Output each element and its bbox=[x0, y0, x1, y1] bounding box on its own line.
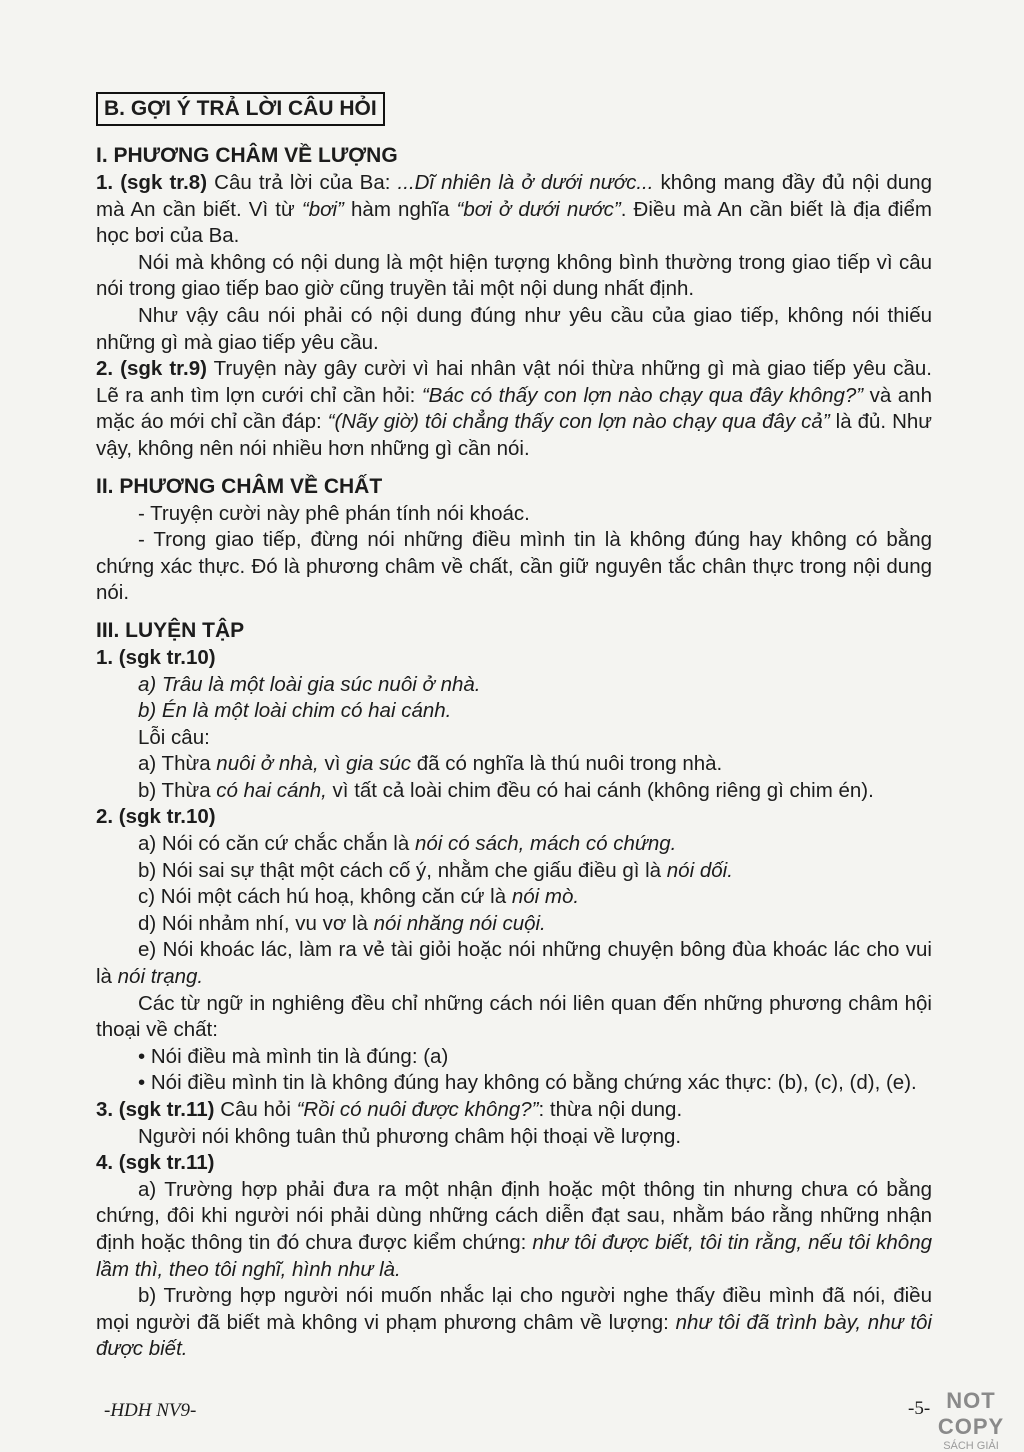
answer-label: 1. (sgk tr.8) bbox=[96, 171, 208, 194]
answer-label: 2. (sgk tr.9) bbox=[96, 357, 207, 381]
paragraph: a) Trường hợp phải đưa ra một nhận định hoặc một thông tin nhưng chưa có bằng chứng, đôi khi người nói phải dùng những cách diễn đạt sau, nhằm báo rằng những nhận định hoặc thông tin đó chưa được kiểm chứng: như tôi được biết, tôi tin rằng, nếu tôi không lầm thì, theo tôi nghĩ, hình như là. bbox=[96, 1177, 932, 1281]
list-item: d) Nói nhảm nhí, vu vơ là nói nhăng nói cuội. bbox=[138, 911, 546, 935]
paragraph: Người nói không tuân thủ phương châm hội thoại về lượng. bbox=[138, 1124, 682, 1148]
paragraph: - Trong giao tiếp, đừng nói những điều mình tin là không đúng hay không có bằng chứng xác thực. Đó là phương châm về chất, cần giữ nguyên tắc chân thực trong nội dung nói. bbox=[96, 528, 932, 605]
page-number: -5- bbox=[908, 1398, 931, 1419]
heading-practice: III. LUYỆN TẬP bbox=[96, 618, 245, 642]
bullet-item: • Nói điều mà mình tin là đúng: (a) bbox=[138, 1044, 449, 1068]
exercise-3-label: 3. (sgk tr.11) bbox=[96, 1098, 215, 1121]
list-item: a) Thừa nuôi ở nhà, vì gia súc đã có nghĩa là thú nuôi trong nhà. bbox=[138, 752, 723, 776]
paragraph: - Truyện cười này phê phán tính nói khoác. bbox=[138, 501, 530, 525]
exercise-4-label: 4. (sgk tr.11) bbox=[96, 1151, 215, 1175]
exercise-2-label: 2. (sgk tr.10) bbox=[96, 805, 216, 829]
list-item: b) Thừa có hai cánh, vì tất cả loài chim đều có hai cánh (không riêng gì chim én). bbox=[138, 778, 874, 802]
bullet-item: • Nói điều mình tin là không đúng hay không có bằng chứng xác thực: (b), (c), (d), (e). bbox=[138, 1071, 917, 1095]
paragraph: b) Trường hợp người nói muốn nhắc lại cho người nghe thấy điều mình đã nói, điều mọi người đã biết mà không vi phạm phương châm về lượng: như tôi đã trình bày, như tôi được biết. bbox=[96, 1284, 932, 1361]
exercise-3: 3. (sgk tr.11) Câu hỏi “Rồi có nuôi được không?”: thừa nội dung. bbox=[96, 1098, 683, 1121]
list-item: b) Én là một loài chim có hai cánh. bbox=[138, 699, 452, 723]
heading-quality-maxim: II. PHƯƠNG CHÂM VỀ CHẤT bbox=[96, 474, 383, 498]
answer-2: 2. (sgk tr.9) Truyện này gây cười vì hai nhân vật nói thừa những gì mà giao tiếp yêu cầu. Lẽ ra anh tìm lợn cưới chỉ cần hỏi: “Bác có thấy con lợn nào chạy qua đây không?” và anh mặc áo mới chỉ cần đáp: “(Nãy giờ) tôi chẳng thấy con lợn nào chạy qua đây cả” là đủ. Như vậy, không nên nói nhiều hơn những gì cần nói. bbox=[96, 357, 933, 460]
paragraph: Như vậy câu nói phải có nội dung đúng như yêu cầu của giao tiếp, không nói thiếu những gì mà giao tiếp yêu cầu. bbox=[96, 303, 932, 354]
exercise-1-label: 1. (sgk tr.10) bbox=[96, 645, 216, 669]
list-item: c) Nói một cách hú hoạ, không căn cứ là nói mò. bbox=[138, 885, 580, 909]
answer-1: 1. (sgk tr.8) Câu trả lời của Ba: ...Dĩ nhiên là ở dưới nước... không mang đầy đủ nội dung mà An cần biết. Vì từ “bơi” hàm nghĩa “bơi ở dưới nước”. Điều mà An cần biết là địa điểm học bơi của Ba. bbox=[96, 171, 932, 248]
footer-book-code: -HDH NV9- bbox=[104, 1400, 197, 1421]
list-item: a) Nói có căn cứ chắc chắn là nói có sách, mách có chứng. bbox=[138, 832, 677, 856]
watermark-line2: SÁCH GIẢI bbox=[943, 1440, 999, 1452]
section-title: B. GỢI Ý TRẢ LỜI CÂU HỎI bbox=[96, 92, 385, 126]
heading-quantity-maxim: I. PHƯƠNG CHÂM VỀ LƯỢNG bbox=[96, 144, 398, 167]
list-item: Lỗi câu: bbox=[138, 725, 210, 749]
page-content bbox=[96, 92, 932, 1363]
list-item: e) Nói khoác lác, làm ra vẻ tài giỏi hoặc nói những chuyện bông đùa khoác lác cho vui là nói trạng. bbox=[96, 938, 932, 989]
paragraph: Các từ ngữ in nghiêng đều chỉ những cách nói liên quan đến những phương châm hội thoại về chất: bbox=[96, 991, 932, 1042]
paragraph: Nói mà không có nội dung là một hiện tượng không bình thường trong giao tiếp vì câu nói trong giao tiếp bao giờ cũng truyền tải một nội dung nhất định. bbox=[96, 250, 932, 301]
list-item: b) Nói sai sự thật một cách cố ý, nhằm che giấu điều gì là nói dối. bbox=[138, 858, 733, 882]
watermark-logo bbox=[930, 1388, 1012, 1452]
watermark-line1: NOT COPY bbox=[937, 1388, 1005, 1439]
list-item: a) Trâu là một loài gia súc nuôi ở nhà. bbox=[138, 672, 481, 696]
